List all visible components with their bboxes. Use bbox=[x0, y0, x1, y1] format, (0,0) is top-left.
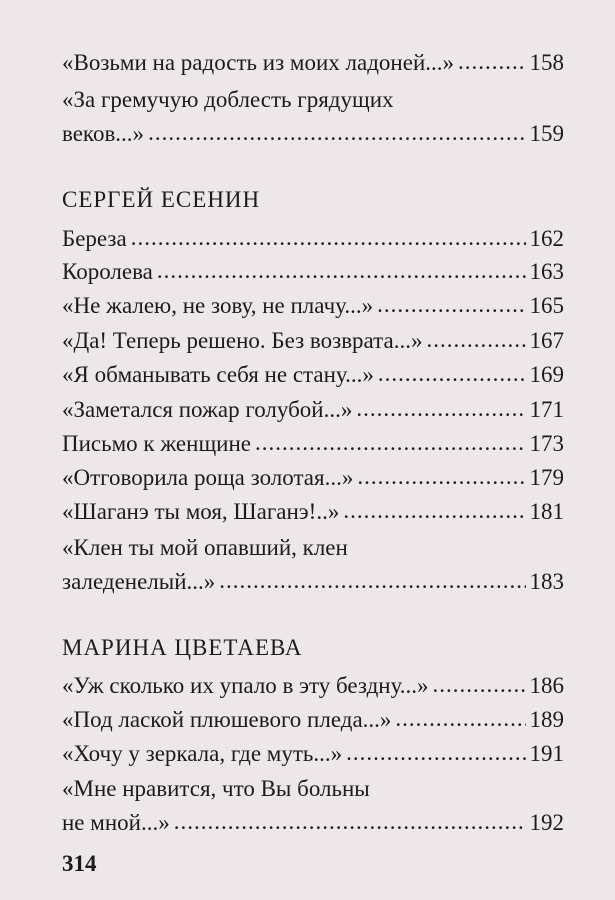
leader-dots bbox=[426, 326, 525, 354]
toc-entry bbox=[62, 464, 564, 492]
entry-page: 189 bbox=[529, 707, 564, 732]
entry-title: «Заметался пожар голубой...» bbox=[62, 397, 353, 422]
leader-dots bbox=[377, 291, 525, 319]
entry-page: 173 bbox=[529, 431, 564, 456]
entry-title: Береза bbox=[62, 226, 127, 251]
entry-title: «Не жалею, не зову, не плачу...» bbox=[62, 293, 374, 318]
entry-title: веков...» bbox=[62, 121, 145, 146]
entry-title: заледенелый...» bbox=[62, 569, 216, 594]
entry-title: «Возьми на радость из моих ладоней...» bbox=[62, 50, 454, 75]
entry-page: 183 bbox=[529, 569, 564, 594]
leader-dots bbox=[343, 497, 525, 525]
leader-dots bbox=[219, 567, 525, 595]
toc-entry bbox=[62, 396, 564, 424]
toc-entry bbox=[62, 361, 564, 389]
leader-dots bbox=[356, 395, 525, 423]
entry-page: 158 bbox=[529, 50, 564, 75]
section-heading-esenin: СЕРГЕЙ ЕСЕНИН bbox=[62, 187, 261, 212]
section-heading-tsvetaeva: МАРИНА ЦВЕТАЕВА bbox=[62, 635, 303, 660]
leader-dots bbox=[148, 119, 525, 147]
toc-entry bbox=[62, 740, 564, 768]
toc-entry bbox=[62, 498, 564, 526]
entry-title: «Да! Теперь решено. Без возврата...» bbox=[62, 328, 423, 353]
entry-page: 181 bbox=[529, 499, 564, 524]
leader-dots bbox=[174, 808, 526, 836]
entry-page: 192 bbox=[529, 810, 564, 835]
entry-title: «Под лаской плюшевого пледа...» bbox=[62, 707, 392, 732]
toc-entry bbox=[62, 706, 564, 734]
entry-page: 171 bbox=[529, 397, 564, 422]
entry-page: 169 bbox=[529, 362, 564, 387]
toc-entry bbox=[62, 672, 564, 700]
toc-entry bbox=[62, 49, 564, 77]
entry-page: 179 bbox=[529, 465, 564, 490]
entry-page: 162 bbox=[529, 226, 564, 251]
leader-dots bbox=[357, 463, 525, 491]
leader-dots bbox=[346, 739, 525, 767]
leader-dots bbox=[458, 48, 526, 76]
entry-title: «Отговорила роща золотая...» bbox=[62, 465, 354, 490]
leader-dots bbox=[157, 257, 526, 285]
leader-dots bbox=[378, 360, 526, 388]
leader-dots bbox=[395, 705, 525, 733]
leader-dots bbox=[131, 224, 526, 252]
entry-title-line1: «Клен ты мой опавший, клен bbox=[62, 535, 348, 560]
entry-title: «Я обманывать себя не стану...» bbox=[62, 362, 374, 387]
entry-page: 163 bbox=[529, 259, 564, 284]
entry-page: 186 bbox=[529, 673, 564, 698]
entry-page: 191 bbox=[529, 741, 564, 766]
leader-dots bbox=[433, 671, 526, 699]
entry-page: 165 bbox=[529, 293, 564, 318]
toc-entry bbox=[62, 225, 564, 253]
entry-title-line1: «За гремучую доблесть грядущих bbox=[62, 87, 394, 112]
entry-title: Письмо к женщине bbox=[62, 431, 251, 456]
entry-page: 159 bbox=[529, 121, 564, 146]
toc-entry bbox=[62, 258, 564, 286]
toc-entry bbox=[62, 430, 564, 458]
entry-title: «Уж сколько их упало в эту бездну...» bbox=[62, 673, 429, 698]
entry-title: не мной...» bbox=[62, 810, 170, 835]
toc-entry bbox=[62, 809, 564, 837]
leader-dots bbox=[255, 429, 526, 457]
toc-entry bbox=[62, 120, 564, 148]
entry-title: Королева bbox=[62, 259, 153, 284]
toc-entry bbox=[62, 292, 564, 320]
entry-title-line1: «Мне нравится, что Вы больны bbox=[62, 776, 370, 801]
toc-entry bbox=[62, 568, 564, 596]
page-number: 314 bbox=[62, 851, 97, 876]
toc-entry bbox=[62, 327, 564, 355]
entry-title: «Шаганэ ты моя, Шаганэ!..» bbox=[62, 499, 340, 524]
entry-page: 167 bbox=[529, 328, 564, 353]
entry-title: «Хочу у зеркала, где муть...» bbox=[62, 741, 343, 766]
